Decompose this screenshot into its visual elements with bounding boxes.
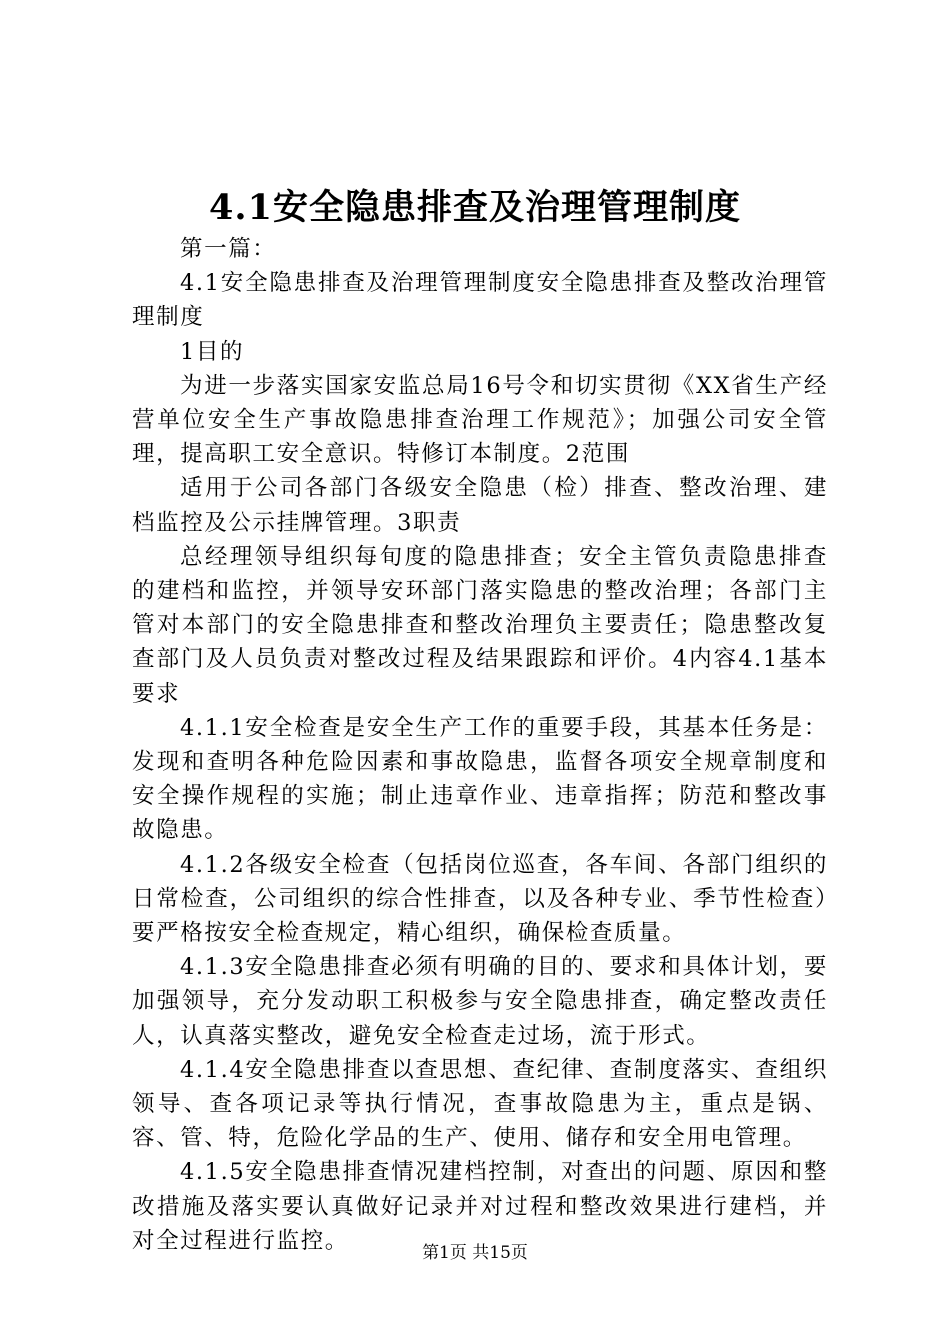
paragraph: 4.1.1安全检查是安全生产工作的重要手段，其基本任务是：发现和查明各种危险因素和事故隐患，监督各项安全规章制度和安全操作规程的实施；制止违章作业、违章指挥；防范和整改事故隐患。 — [132, 714, 828, 844]
paragraph: 4.1.4安全隐患排查以查思想、查纪律、查制度落实、查组织领导、查各项记录等执行情况，查事故隐患为主，重点是锅、容、管、特，危险化学品的生产、使用、储存和安全用电管理。 — [132, 1056, 828, 1152]
page-number: 第1页 共15页 — [422, 1243, 528, 1263]
paragraph: 适用于公司各部门各级安全隐患（检）排查、整改治理、建档监控及公示挂牌管理。3职责 — [132, 475, 828, 536]
paragraph: 为进一步落实国家安监总局16号令和切实贯彻《XX省生产经营单位安全生产事故隐患排查治理工作规范》；加强公司安全管理，提高职工安全意识。特修订本制度。2范围 — [132, 372, 828, 468]
paragraph: 4.1.5安全隐患排查情况建档控制，对查出的问题、原因和整改措施及落实要认真做好记录并对过程和整改效果进行建档，并对全过程进行监控。 — [132, 1159, 828, 1254]
paragraph: 总经理领导组织每旬度的隐患排查；安全主管负责隐患排查的建档和监控，并领导安环部门落实隐患的整改治理；各部门主管对本部门的安全隐患排查和整改治理负主要责任；隐患整改复查部门及人员负责对整改过程及结果跟踪和评价。4内容4.1基本要求 — [132, 543, 828, 707]
document-title: 4.1安全隐患排查及治理管理制度 — [209, 187, 741, 228]
paragraph: 4.1.2各级安全检查（包括岗位巡查，各车间、各部门组织的日常检查，公司组织的综合性排查，以及各种专业、季节性检查）要严格按安全检查规定，精心组织，确保检查质量。 — [132, 851, 828, 947]
document-body — [132, 232, 828, 1258]
paragraph: 4.1.3安全隐患排查必须有明确的目的、要求和具体计划，要加强领导，充分发动职工积极参与安全隐患排查，确定整改责任人，认真落实整改，避免安全检查走过场，流于形式。 — [132, 954, 828, 1049]
section-heading: 第一篇： — [180, 236, 277, 262]
section-heading: 1目的 — [180, 338, 245, 365]
paragraph: 4.1安全隐患排查及治理管理制度安全隐患排查及整改治理管理制度 — [132, 270, 828, 331]
